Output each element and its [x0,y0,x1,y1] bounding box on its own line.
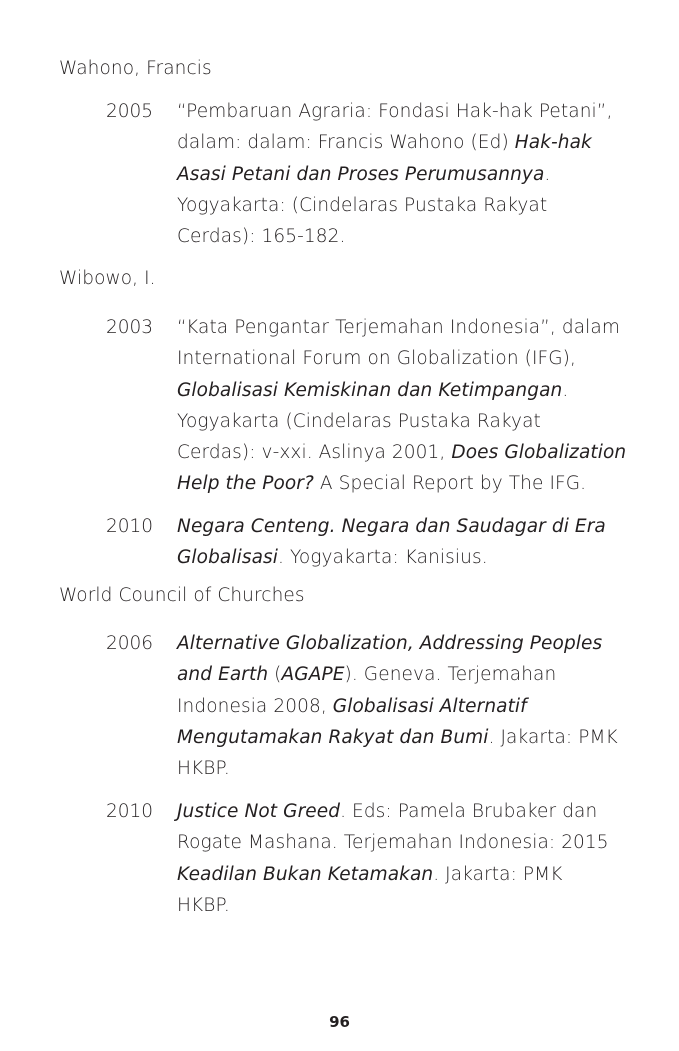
text-segment: International Forum on Globalization (IFG), [177,348,576,370]
entry-year: 2010 [106,801,154,822]
text-segment: Cerdas): 165-182. [177,226,346,248]
entry-year: 2005 [106,101,154,122]
text-segment: ( [268,664,282,686]
entry-line [177,753,627,784]
entry-line [177,691,627,722]
entry-line [177,827,627,858]
entry-year: 2006 [106,633,154,654]
entry-line [177,437,627,468]
entry-line [177,511,627,542]
entry-line [177,859,627,890]
entry-line [177,796,627,827]
text-segment: Yogyakarta (Cindelaras Pustaka Rakyat [177,410,541,432]
text-segment: Rogate Mashana. Terjemahan Indonesia: 2015 [177,832,609,854]
entry-line [177,159,627,190]
entry-text [177,796,627,921]
entry-line [177,127,627,158]
entry-line [177,221,627,252]
text-segment: . Jakarta: PMK [433,863,563,885]
text-segment: ). Geneva. Terjemahan [344,664,557,686]
text-segment: A Special Report by The IFG. [313,473,587,495]
author-name: Wibowo, I. [59,268,156,289]
text-segment: . Yogyakarta: Kanisius. [278,547,488,569]
text-segment: . Eds: Pamela Brubaker dan [340,801,598,822]
italic-title-segment: and Earth [177,664,269,686]
entry-line [177,312,627,343]
entry-text [177,511,627,574]
entry-line [177,468,627,499]
entry-line [177,96,627,127]
entry-line [177,659,627,690]
text-segment: . Jakarta: PMK [488,726,618,748]
entry-text [177,96,627,252]
entry-line [177,542,627,573]
entry-year: 2010 [106,516,154,537]
italic-title-segment: AGAPE [281,664,345,686]
italic-title-segment: Asasi Petani dan Proses Perumusannya [177,163,545,185]
italic-title-segment: Negara Centeng. Negara dan Saudagar di Era [177,516,606,537]
author-name: World Council of Churches [59,585,305,606]
italic-title-segment: Globalisasi Alternatif [332,695,527,717]
entry-line [177,628,627,659]
text-segment: “Pembaruan Agraria: Fondasi Hak-hak Petani”, [177,101,613,122]
entry-line [177,890,627,921]
text-segment: . [562,379,569,401]
text-segment: dalam: dalam: Francis Wahono (Ed) [177,132,515,154]
entry-line [177,375,627,406]
author-name: Wahono, Francis [59,58,212,79]
text-segment: HKBP. [177,894,230,916]
entry-line [177,722,627,753]
italic-title-segment: Justice Not Greed [177,801,341,822]
italic-title-segment: Globalisasi Kemiskinan dan Ketimpangan [177,379,563,401]
text-segment: . [544,163,551,185]
text-segment: HKBP. [177,758,230,780]
italic-title-segment: Keadilan Bukan Ketamakan [177,863,434,885]
text-segment: Indonesia 2008, [177,695,333,717]
italic-title-segment: Does Globalization [451,442,627,464]
entry-text [177,628,627,784]
italic-title-segment: Alternative Globalization, Addressing Peoples [177,633,603,654]
text-segment: “Kata Pengantar Terjemahan Indonesia”, dalam [177,317,620,338]
italic-title-segment: Help the Poor? [177,473,314,495]
entry-line [177,343,627,374]
entry-year: 2003 [106,317,154,338]
text-segment: Yogyakarta: (Cindelaras Pustaka Rakyat [177,194,548,216]
entry-line [177,406,627,437]
italic-title-segment: Mengutamakan Rakyat dan Bumi [177,726,489,748]
italic-title-segment: Hak-hak [514,132,592,154]
italic-title-segment: Globalisasi [177,547,279,569]
text-segment: Cerdas): v-xxi. Aslinya 2001, [177,442,452,464]
page-number: 96 [329,1013,350,1031]
entry-line [177,190,627,221]
entry-text [177,312,627,500]
